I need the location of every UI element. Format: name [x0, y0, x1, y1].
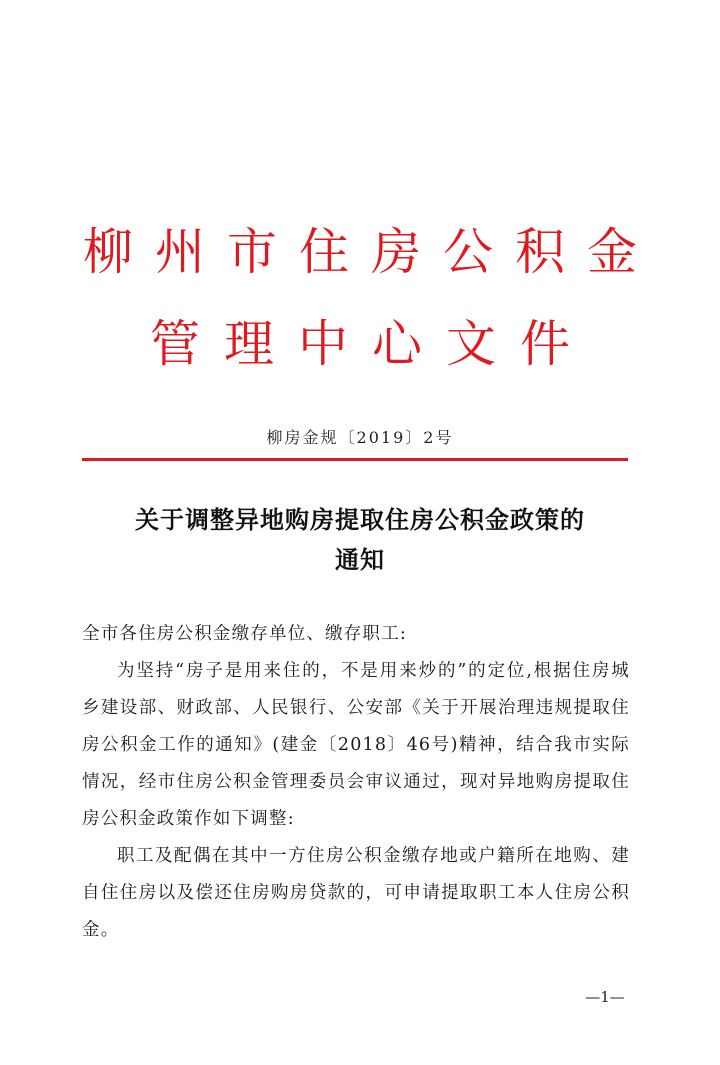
body-paragraph-2 [82, 838, 630, 949]
body-paragraph-2-text: 职工及配偶在其中一方住房公积金缴存地或户籍所在地购、建自住住房以及偿还住房购房贷款的，可申请提取职工本人住房公积金。 [82, 846, 630, 940]
issuing-authority-line-2: 管理中心文件 [150, 315, 594, 373]
body-paragraph-1 [82, 653, 630, 838]
document-number: 柳房金规〔2019〕2号 [266, 428, 454, 447]
body-paragraph-1-text: 为坚持“房子是用来住的，不是用来炒的”的定位,根据住房城乡建设部、财政部、人民银行、公安部《关于开展治理违规提取住房公积金工作的通知》(建金〔2018〕46号)精神，结合我市实际情况，经市住房公积金管理委员会审议通过，现对异地购房提取住房公积金政策作如下调整: [82, 661, 630, 829]
red-divider-line [82, 458, 628, 461]
salutation-text: 全市各住房公积金缴存单位、缴存职工: [82, 624, 407, 644]
document-title-line-1: 关于调整异地购房提取住房公积金政策的 [135, 505, 585, 534]
page-number: —1— [585, 988, 625, 1006]
document-title [60, 500, 660, 580]
issuing-authority-line-1: 柳州市住房公积金 [83, 223, 659, 281]
salutation [82, 616, 630, 653]
document-title-line-2: 通知 [335, 545, 385, 574]
